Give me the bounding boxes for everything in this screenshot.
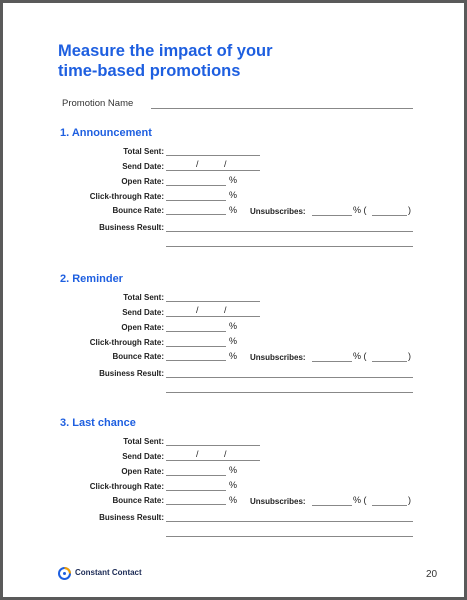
date-slash-2: / xyxy=(224,159,227,169)
ctr-percent: % xyxy=(229,190,238,200)
open-rate-line[interactable] xyxy=(166,331,226,332)
bounce-rate-line[interactable] xyxy=(166,214,226,215)
send-date-line[interactable] xyxy=(166,460,260,461)
open-rate-label: Open Rate: xyxy=(121,323,164,332)
section-last-chance xyxy=(3,417,464,547)
section-title: 2. Reminder xyxy=(60,273,123,285)
total-sent-line[interactable] xyxy=(166,445,260,446)
send-date-label: Send Date: xyxy=(122,452,164,461)
unsubscribes-line[interactable] xyxy=(312,361,352,362)
business-result-label: Business Result: xyxy=(99,223,164,232)
send-date-label: Send Date: xyxy=(122,162,164,171)
bounce-rate-line[interactable] xyxy=(166,504,226,505)
ctr-label: Click-through Rate: xyxy=(89,338,164,347)
business-result-line-1[interactable] xyxy=(166,377,413,378)
business-result-line-2[interactable] xyxy=(166,246,413,247)
date-slash-1: / xyxy=(196,449,199,459)
total-sent-label: Total Sent: xyxy=(123,147,164,156)
section-announcement xyxy=(3,127,464,257)
promotion-name-field xyxy=(62,98,412,112)
bounce-rate-label: Bounce Rate: xyxy=(112,352,164,361)
total-sent-line[interactable] xyxy=(166,301,260,302)
unsubscribes-label: Unsubscribes: xyxy=(250,353,306,362)
unsubscribes-percent: % ( xyxy=(353,495,367,505)
open-rate-percent: % xyxy=(229,175,238,185)
business-result-label: Business Result: xyxy=(99,369,164,378)
bounce-rate-percent: % xyxy=(229,351,238,361)
open-rate-label: Open Rate: xyxy=(121,177,164,186)
ctr-line[interactable] xyxy=(166,200,226,201)
unsubscribes-paren-close: ) xyxy=(408,351,411,361)
open-rate-line[interactable] xyxy=(166,475,226,476)
date-slash-2: / xyxy=(224,449,227,459)
open-rate-line[interactable] xyxy=(166,185,226,186)
unsubscribes-label: Unsubscribes: xyxy=(250,207,306,216)
unsubscribes-paren-close: ) xyxy=(408,205,411,215)
unsubscribes-percent: % ( xyxy=(353,351,367,361)
business-result-line-2[interactable] xyxy=(166,536,413,537)
business-result-line-1[interactable] xyxy=(166,521,413,522)
bounce-rate-line[interactable] xyxy=(166,360,226,361)
unsubscribes-count-line[interactable] xyxy=(372,215,407,216)
unsubscribes-count-line[interactable] xyxy=(372,361,407,362)
bounce-rate-label: Bounce Rate: xyxy=(112,206,164,215)
section-reminder xyxy=(3,273,464,403)
open-rate-percent: % xyxy=(229,321,238,331)
unsubscribes-percent: % ( xyxy=(353,205,367,215)
page-title xyxy=(58,41,378,81)
total-sent-label: Total Sent: xyxy=(123,437,164,446)
ctr-label: Click-through Rate: xyxy=(89,192,164,201)
unsubscribes-count-line[interactable] xyxy=(372,505,407,506)
total-sent-label: Total Sent: xyxy=(123,293,164,302)
title-line-1: Measure the impact of your xyxy=(58,42,273,60)
bounce-rate-percent: % xyxy=(229,495,238,505)
page-number: 20 xyxy=(426,569,438,580)
business-result-line-2[interactable] xyxy=(166,392,413,393)
promotion-name-label: Promotion Name xyxy=(62,98,134,109)
business-result-line-1[interactable] xyxy=(166,231,413,232)
business-result-label: Business Result: xyxy=(99,513,164,522)
section-title: 1. Announcement xyxy=(60,127,152,139)
send-date-label: Send Date: xyxy=(122,308,164,317)
ctr-label: Click-through Rate: xyxy=(89,482,164,491)
unsubscribes-label: Unsubscribes: xyxy=(250,497,306,506)
ctr-percent: % xyxy=(229,480,238,490)
unsubscribes-line[interactable] xyxy=(312,505,352,506)
bounce-rate-label: Bounce Rate: xyxy=(112,496,164,505)
section-title: 3. Last chance xyxy=(60,417,136,429)
brand-name: Constant Contact xyxy=(75,568,142,577)
open-rate-label: Open Rate: xyxy=(121,467,164,476)
date-slash-1: / xyxy=(196,159,199,169)
ctr-percent: % xyxy=(229,336,238,346)
send-date-line[interactable] xyxy=(166,170,260,171)
ctr-line[interactable] xyxy=(166,490,226,491)
promotion-name-line[interactable] xyxy=(151,108,413,109)
send-date-line[interactable] xyxy=(166,316,260,317)
title-line-2: time-based promotions xyxy=(58,62,241,80)
unsubscribes-line[interactable] xyxy=(312,215,352,216)
bounce-rate-percent: % xyxy=(229,205,238,215)
total-sent-line[interactable] xyxy=(166,155,260,156)
date-slash-1: / xyxy=(196,305,199,315)
ctr-line[interactable] xyxy=(166,346,226,347)
worksheet-page xyxy=(3,3,464,597)
open-rate-percent: % xyxy=(229,465,238,475)
constant-contact-logo-icon xyxy=(58,567,71,580)
date-slash-2: / xyxy=(224,305,227,315)
unsubscribes-paren-close: ) xyxy=(408,495,411,505)
